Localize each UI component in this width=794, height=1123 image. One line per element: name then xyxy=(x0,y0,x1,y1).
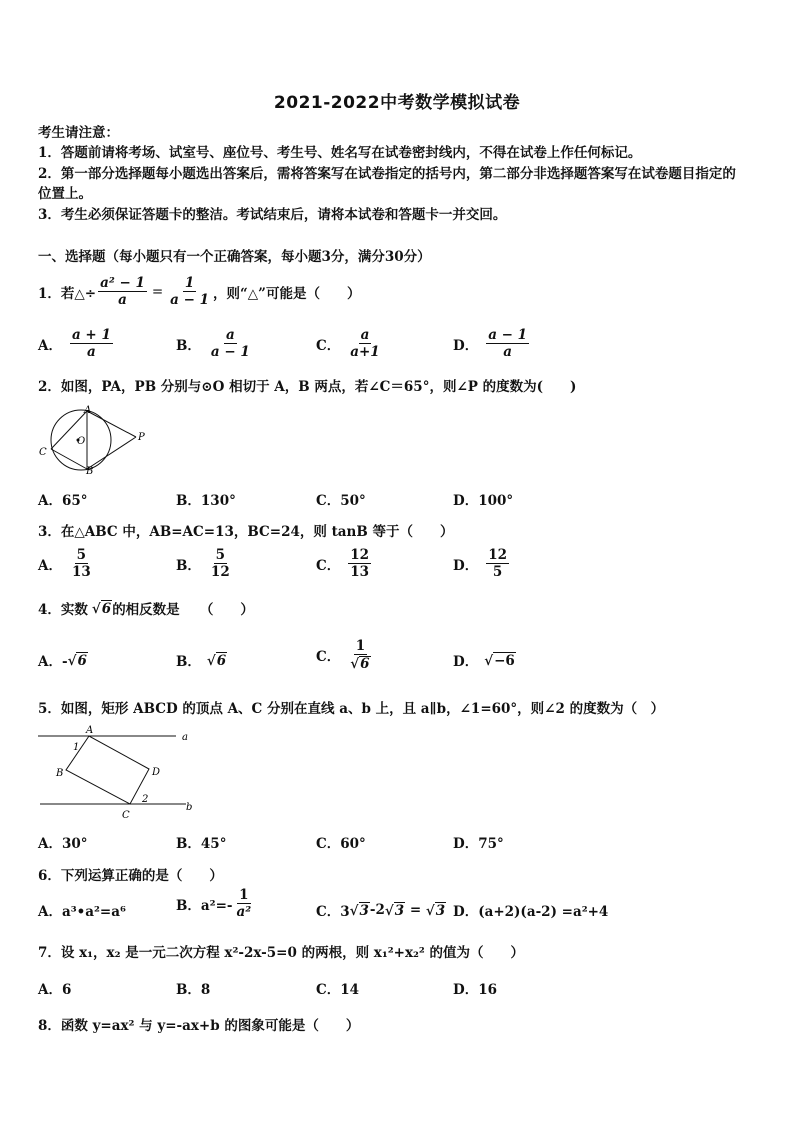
q7-option-b: B．8 xyxy=(176,982,211,998)
label-b: B xyxy=(86,466,94,477)
label-line-b: b xyxy=(186,802,193,813)
question-4: 4．实数 √ 6 的相反数是 （ ） xyxy=(38,600,254,618)
label-a: A xyxy=(84,405,92,416)
q2-option-a: A．65° xyxy=(38,493,88,509)
page-title: 2021-2022中考数学模拟试卷 xyxy=(273,93,521,113)
sqrt-6: √ 6 xyxy=(91,600,112,617)
q1-option-c: C． $\frac{a}{a+1}$ xyxy=(316,327,380,361)
notice-heading: 考生请注意： xyxy=(38,125,119,141)
question-7: 7．设 x₁，x₂ 是一元二次方程 x²-2x-5=0 的两根，则 x₁²+x₂² 的值为（ ） xyxy=(38,945,525,961)
q3-option-c: C． $\frac{12}{13}$ xyxy=(316,547,370,581)
label-p: P xyxy=(138,432,145,443)
notice-item-2-cont: 位置上。 xyxy=(38,186,92,202)
question-6: 6．下列运算正确的是（ ） xyxy=(38,868,223,884)
q1-denominator-left: a xyxy=(118,292,127,309)
q3-option-a: A． $\frac{5}{13}$ xyxy=(38,547,91,581)
q4-option-c: C． 1 √ 6 xyxy=(316,638,370,673)
tangent-pa xyxy=(87,411,136,437)
q6-option-a: A．a³•a²=a⁶ xyxy=(38,904,126,920)
label-angle-2: 2 xyxy=(142,794,149,805)
q5-rectangle-parallel-figure xyxy=(36,722,196,822)
q1-numerator-left: a² − 1 xyxy=(100,275,145,291)
q2-option-c: C．50° xyxy=(316,493,366,509)
label-b: B xyxy=(56,768,64,779)
q2-option-d: D．100° xyxy=(453,493,514,509)
q4-option-d: D． √ −6 xyxy=(453,652,515,670)
question-5: 5．如图，矩形 ABCD 的顶点 A、C 分别在直线 a、b 上，且 a∥b，∠1=60°，则∠2 的度数为（ ） xyxy=(38,701,665,717)
question-8: 8．函数 y=ax² 与 y=-ax+b 的图象可能是（ ） xyxy=(38,1018,360,1034)
label-c: C xyxy=(122,810,130,821)
q5-option-a: A．30° xyxy=(38,836,88,852)
q2-circle-tangent-figure xyxy=(36,400,156,478)
label-d: D xyxy=(152,767,161,778)
q7-option-d: D．16 xyxy=(453,982,497,998)
q1-denominator-right: a − 1 xyxy=(170,292,210,309)
q1-equals: = xyxy=(151,283,164,300)
q4-option-a: A．- √ 6 xyxy=(38,652,87,670)
q2-option-b: B．130° xyxy=(176,493,236,509)
q3-option-b: B． $\frac{5}{12}$ xyxy=(176,547,230,581)
q1-suffix: ，则“△”可能是（ ） xyxy=(213,285,361,302)
q5-option-b: B．45° xyxy=(176,836,227,852)
segment-cb xyxy=(51,449,87,469)
label-c: C xyxy=(39,447,47,458)
question-2: 2．如图，PA，PB 分别与⊙O 相切于 A，B 两点，若∠C＝65°，则∠P 的度数为( ) xyxy=(38,379,577,395)
q1-fraction-right xyxy=(168,276,211,307)
question-3: 3．在△ABC 中，AB=AC=13，BC=24，则 tanB 等于（ ） xyxy=(38,524,454,540)
q6-option-c: C．3 √ 3 -2 √ 3 = √ 3 xyxy=(316,902,446,920)
q4-option-b: B． √ 6 xyxy=(176,652,227,670)
q6-option-d: D．(a+2)(a-2) =a²+4 xyxy=(453,904,609,920)
q6-option-b: B．a²=- $\frac{1}{\text{a²}}$ xyxy=(176,887,252,921)
label-angle-1: 1 xyxy=(73,742,80,753)
q1-option-d: D． $\frac{a - 1}{a}$ xyxy=(453,327,528,361)
q5-option-c: C．60° xyxy=(316,836,366,852)
question-1 xyxy=(38,276,360,307)
q1-numerator-right: 1 xyxy=(184,275,195,291)
tangent-pb xyxy=(87,437,136,469)
q1-option-b: B． $\frac{a}{a - 1}$ xyxy=(176,327,250,361)
label-line-a: a xyxy=(182,732,188,743)
q7-option-c: C．14 xyxy=(316,982,360,998)
q5-option-d: D．75° xyxy=(453,836,504,852)
section-heading: 一、选择题（每小题只有一个正确答案，每小题3分，满分30分） xyxy=(38,249,431,265)
label-a: A xyxy=(86,725,94,736)
q7-option-a: A．6 xyxy=(38,982,72,998)
q1-option-a: A． $\frac{a + 1}{a}$ xyxy=(38,327,111,361)
label-o: O xyxy=(77,436,86,447)
notice-item-1: 1．答题前请将考场、试室号、座位号、考生号、姓名写在试卷密封线内，不得在试卷上作任何标记。 xyxy=(38,145,642,161)
notice-item-3: 3．考生必须保证答题卡的整洁。考试结束后，请将本试卷和答题卡一并交回。 xyxy=(38,207,507,223)
notice-item-2: 2．第一部分选择题每小题选出答案后，需将答案写在试卷指定的括号内，第二部分非选择题答案写在试卷题目指定的 xyxy=(38,166,736,182)
q1-fraction-left xyxy=(98,276,147,307)
q3-option-d: D． $\frac{12}{5}$ xyxy=(453,547,508,581)
q1-prefix: 1．若△÷ xyxy=(38,285,97,302)
